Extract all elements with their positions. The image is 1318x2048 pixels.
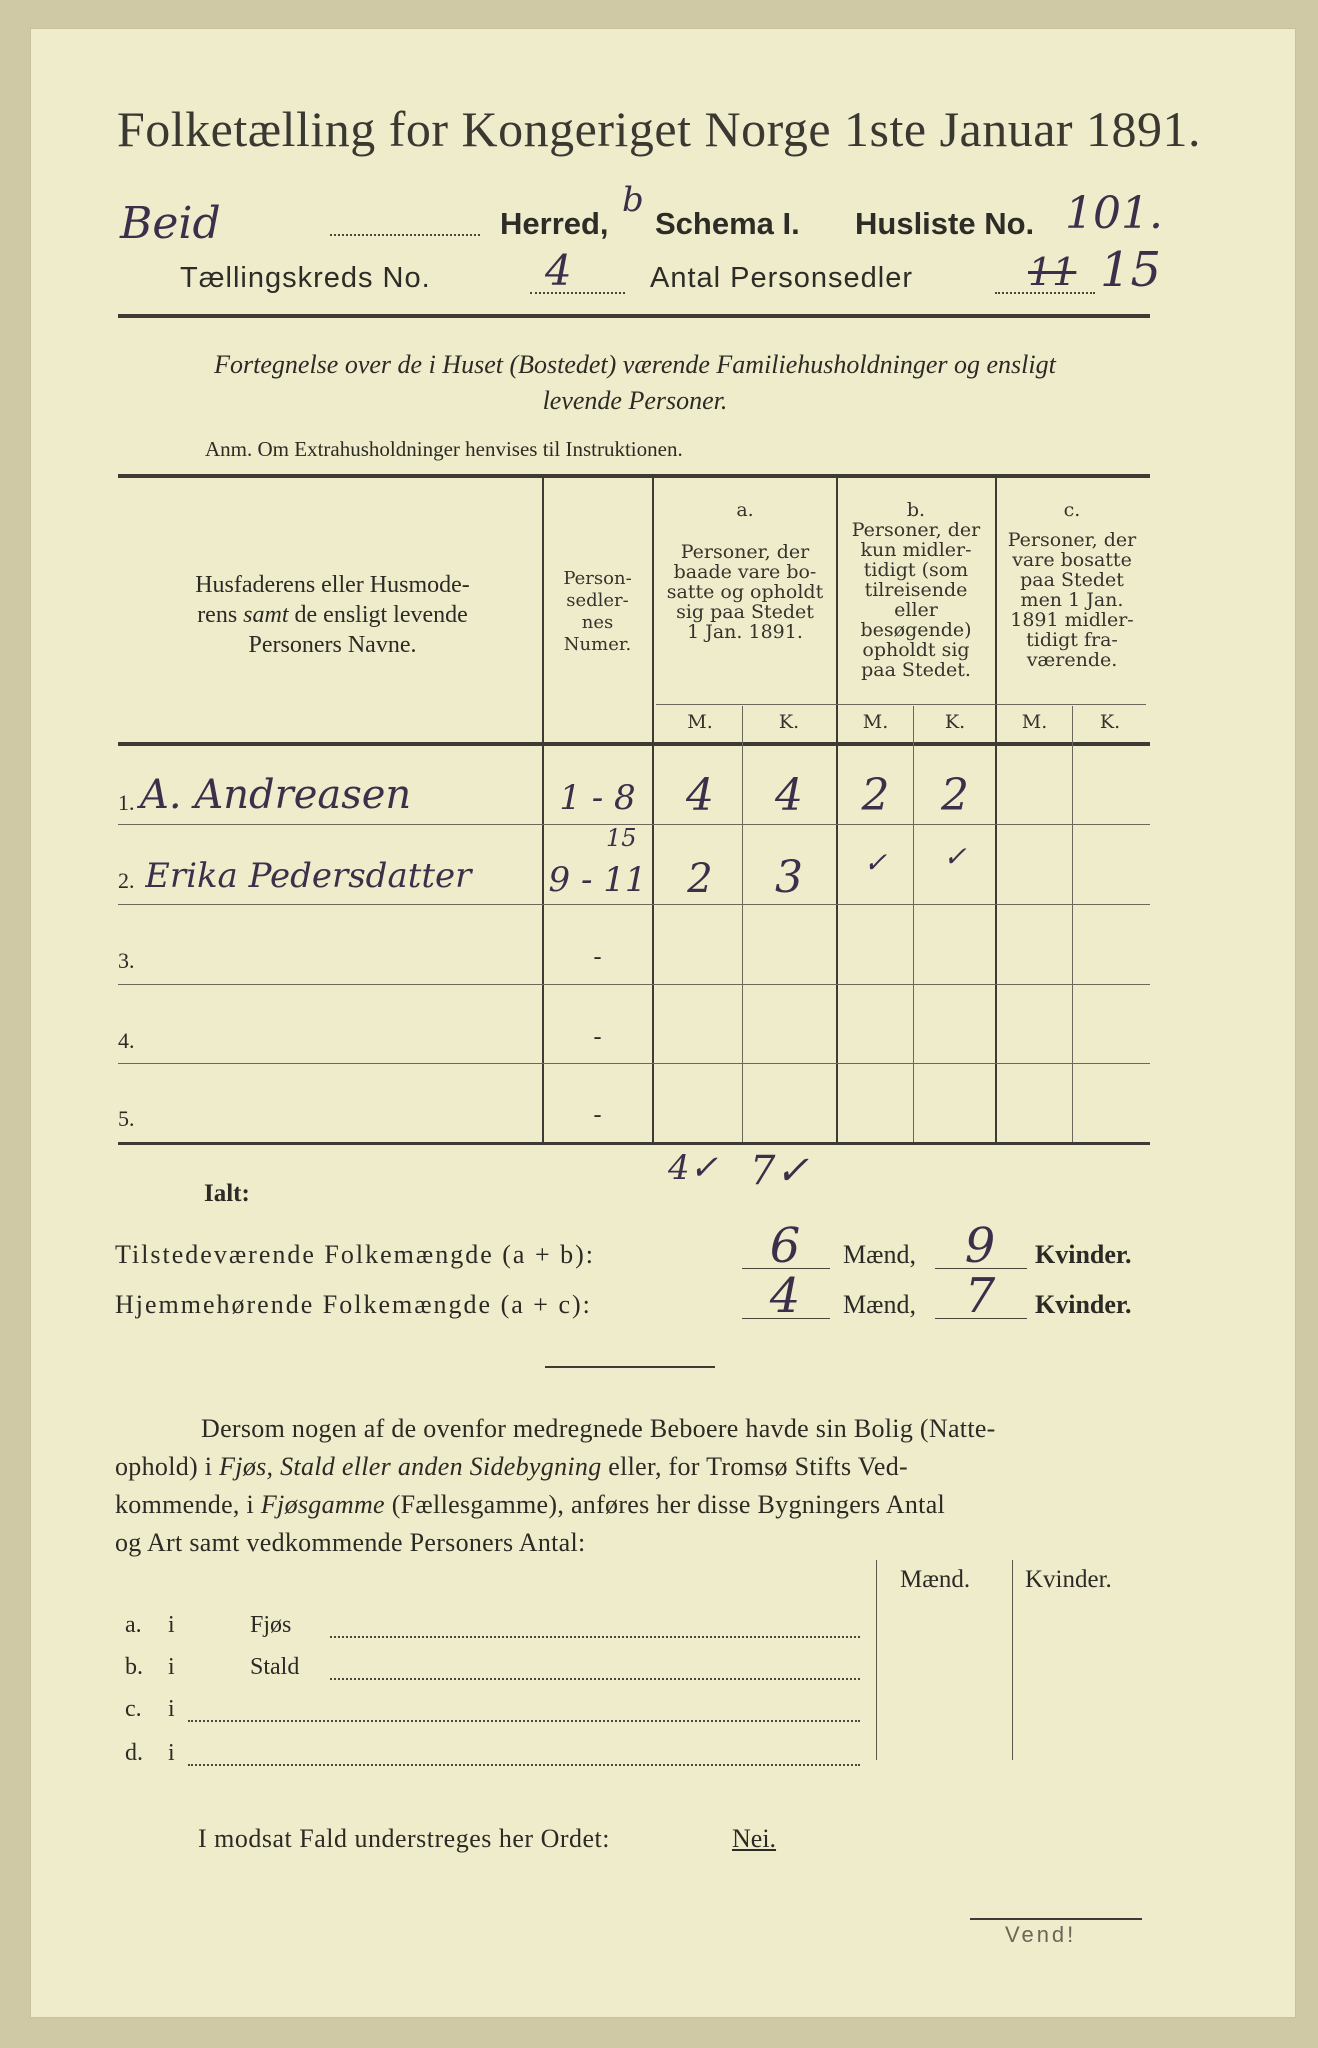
- row-5-number: 5.: [118, 1106, 135, 1131]
- group-b-header: [838, 500, 994, 680]
- antal-label: Antal Personsedler: [650, 262, 914, 294]
- herred-dotline: [330, 234, 480, 236]
- row-1-number: 1.: [118, 790, 135, 815]
- row-5-num: -: [593, 1102, 602, 1128]
- schema-label: Schema I.: [655, 206, 800, 241]
- bldg-a-dotline: [330, 1636, 860, 1638]
- group-a-m-label: M.: [687, 711, 713, 733]
- group-c-line-1: Personer, der: [1007, 529, 1137, 551]
- intro-line-2: levende Personer.: [542, 386, 728, 415]
- ialt-note-m: 4✓: [668, 1148, 719, 1188]
- col-num-header: [545, 568, 650, 656]
- row-2-rule: [118, 904, 1150, 905]
- row-3-number: 3.: [118, 948, 135, 973]
- group-c-line-7: værende.: [1026, 649, 1118, 671]
- antal-value: 15: [1100, 242, 1162, 298]
- bldg-c-i: i: [168, 1696, 175, 1722]
- group-b-k-label: K.: [944, 711, 966, 733]
- hjemme-kvinder-label: Kvinder.: [1035, 1290, 1132, 1319]
- group-b-m-label: M.: [862, 711, 889, 733]
- group-c-line-4: men 1 Jan.: [1020, 589, 1124, 611]
- anm-note: Anm. Om Extrahusholdninger henvises til Instruktionen.: [205, 437, 683, 461]
- bldg-a-letter: a.: [125, 1612, 142, 1638]
- group-b-line-5: eller: [894, 599, 938, 621]
- section-separator: [545, 1366, 715, 1368]
- col-name-line-2: [125, 600, 540, 630]
- row-2-b-k: ✓: [943, 840, 967, 873]
- herred-annotation: b: [622, 180, 644, 220]
- vend-label: Vend!: [1005, 1922, 1077, 1947]
- group-c-m-label: M.: [1021, 711, 1048, 733]
- group-a-letter: a.: [736, 499, 754, 521]
- tilstede-maend-label: Mænd,: [843, 1240, 916, 1269]
- hjemme-kvinder-line: [935, 1318, 1027, 1319]
- col-divider-num: [652, 478, 654, 1142]
- tilstede-kvinder-value: 9: [964, 1218, 996, 1274]
- para-line-2c: eller, for Tromsø Stifts Ved-: [601, 1452, 908, 1481]
- group-c-letter: c.: [1063, 499, 1081, 521]
- para-line-4: og Art samt vedkommende Personers Antal:: [115, 1528, 586, 1557]
- row-4-num: -: [593, 1024, 602, 1050]
- col-name-line-3: Personers Navne.: [248, 632, 417, 658]
- bldg-a-i: i: [168, 1612, 175, 1638]
- bldg-b-dotline: [330, 1678, 860, 1680]
- herred-value: Beid: [120, 198, 221, 249]
- group-a-line-1: Personer, der: [680, 541, 810, 563]
- row-2-b-m: ✓: [863, 846, 888, 879]
- col-divider-a-mk: [742, 706, 743, 1142]
- row-4-rule: [118, 1063, 1150, 1064]
- bldg-c-letter: c.: [125, 1696, 142, 1722]
- bldg-d-letter: d.: [125, 1740, 143, 1766]
- tilstede-kvinder-label: Kvinder.: [1035, 1240, 1132, 1269]
- col-divider-c-mk: [1072, 706, 1073, 1142]
- para-line-2b: Fjøs, Stald eller anden Sidebygning: [219, 1452, 602, 1481]
- col-name-line-2b: samt: [243, 602, 289, 628]
- col-name-line-2c: de ensligt levende: [288, 602, 468, 628]
- buildings-paragraph: [115, 1410, 1150, 1562]
- buildings-maend-header: Mænd.: [900, 1566, 971, 1593]
- para-line-3a: kommende, i: [115, 1490, 261, 1519]
- group-b-line-2: kun midler-: [860, 539, 972, 561]
- form-title: Folketælling for Kongeriget Norge 1ste Januar 1891.: [116, 101, 1202, 157]
- hjemme-maend-label: Mænd,: [843, 1290, 916, 1319]
- group-c-line-3: paa Stedet: [1020, 569, 1124, 591]
- para-line-3: [115, 1486, 1150, 1524]
- col-num-line-3: nes: [581, 612, 614, 633]
- bldg-d-dotline: [188, 1764, 860, 1766]
- row-4-number: 4.: [118, 1028, 135, 1053]
- row-3-rule: [118, 984, 1150, 985]
- col-divider-name: [542, 478, 544, 1142]
- tilstede-label: Tilstedeværende Folkemængde (a + b):: [115, 1240, 595, 1269]
- para-line-2: [115, 1448, 1150, 1486]
- hjemme-maend-value: 4: [769, 1268, 801, 1324]
- mk-subheader-rule: [656, 704, 1146, 705]
- group-c-line-5: 1891 midler-: [1010, 609, 1134, 631]
- vend-rule: [970, 1918, 1142, 1920]
- bldg-d-i: i: [168, 1740, 175, 1766]
- para-line-3c: (Fællesgamme), anføres her disse Bygningers Antal: [384, 1490, 946, 1519]
- col-name-line-2a: rens: [197, 602, 244, 628]
- row-1-b-k: 2: [941, 770, 969, 821]
- tilstede-maend-value: 6: [769, 1218, 801, 1274]
- buildings-kvinder-header: Kvinder.: [1025, 1566, 1112, 1593]
- bldg-a-label: Fjøs: [250, 1612, 292, 1638]
- col-name-line-1: Husfaderens eller Husmode-: [195, 572, 470, 598]
- ialt-label: Ialt:: [204, 1180, 250, 1207]
- col-divider-b-mk: [913, 706, 914, 1142]
- group-b-line-3: tidigt (som: [863, 559, 969, 581]
- group-c-header: [997, 500, 1147, 670]
- row-2-num-note: 15: [606, 824, 637, 852]
- group-b-line-7: opholdt sig: [862, 639, 970, 661]
- group-b-line-8: paa Stedet.: [861, 659, 971, 681]
- group-a-line-3: satte og opholdt: [666, 581, 824, 603]
- row-1-name: A. Andreasen: [140, 772, 412, 818]
- hjemme-kvinder-value: 7: [964, 1268, 996, 1324]
- col-num-line-2: sedler-: [566, 590, 629, 611]
- group-b-line-4: tilreisende: [864, 579, 968, 601]
- footer-label: I modsat Fald understreges her Ordet:: [198, 1824, 611, 1853]
- bldg-c-dotline: [188, 1720, 860, 1722]
- kreds-label: Tællingskreds No.: [180, 262, 431, 294]
- hjemme-maend-line: [742, 1318, 830, 1319]
- row-1-a-m: 4: [686, 770, 714, 821]
- row-1-a-k: 4: [775, 770, 803, 821]
- group-a-line-2: baade vare bo-: [673, 561, 817, 583]
- husliste-label: Husliste No.: [855, 206, 1035, 241]
- bldg-b-letter: b.: [125, 1654, 143, 1680]
- group-c-k-label: K.: [1099, 711, 1121, 733]
- group-b-letter: b.: [906, 499, 926, 521]
- para-line-1: Dersom nogen af de ovenfor medregnede Beboere havde sin Bolig (Natte-: [201, 1414, 996, 1443]
- intro-line-1: Fortegnelse over de i Huset (Bostedet) værende Familiehusholdninger og ensligt: [214, 350, 1056, 379]
- herred-label: Herred,: [500, 206, 609, 241]
- row-1-num: 1 - 8: [559, 778, 636, 818]
- buildings-col-divider-1: [876, 1560, 877, 1760]
- row-2-number: 2.: [118, 868, 135, 893]
- row-3-num: -: [593, 944, 602, 970]
- row-2-num: 9 - 11: [548, 860, 647, 900]
- antal-value-struck: 11: [1028, 250, 1077, 294]
- kreds-value: 4: [545, 246, 572, 295]
- antal-dotline: [995, 292, 1095, 294]
- para-line-3b: Fjøsgamme: [260, 1490, 385, 1519]
- row-2-a-m: 2: [687, 856, 713, 902]
- group-a-header: [655, 500, 835, 642]
- row-1-b-m: 2: [861, 770, 890, 821]
- header-rule: [118, 314, 1150, 318]
- buildings-col-divider-2: [1012, 1560, 1013, 1760]
- col-num-line-1: Person-: [563, 568, 632, 589]
- group-a-k-label: K.: [778, 711, 800, 733]
- husliste-value: 101.: [1065, 188, 1163, 239]
- group-b-line-6: besøgende): [860, 619, 972, 641]
- group-c-line-6: tidigt fra-: [1026, 629, 1118, 651]
- hjemme-label: Hjemmehørende Folkemængde (a + c):: [115, 1290, 592, 1319]
- table-bottom-rule: [118, 1142, 1150, 1145]
- group-a-line-4: sig paa Stedet: [676, 601, 814, 623]
- footer-word-nei: Nei.: [732, 1824, 777, 1853]
- bldg-b-i: i: [168, 1654, 175, 1680]
- para-line-2a: ophold) i: [115, 1452, 220, 1481]
- group-a-line-5: 1 Jan. 1891.: [687, 621, 803, 643]
- col-num-line-4: Numer.: [563, 634, 632, 655]
- col-name-header: [125, 570, 540, 660]
- row-2-name: Erika Pedersdatter: [145, 856, 472, 896]
- ialt-note-k: 7✓: [750, 1148, 809, 1194]
- bldg-b-label: Stald: [250, 1654, 300, 1680]
- group-c-line-2: vare bosatte: [1012, 549, 1132, 571]
- group-b-line-1: Personer, der: [851, 519, 981, 541]
- kreds-dotline: [530, 292, 625, 294]
- row-2-a-k: 3: [775, 852, 803, 903]
